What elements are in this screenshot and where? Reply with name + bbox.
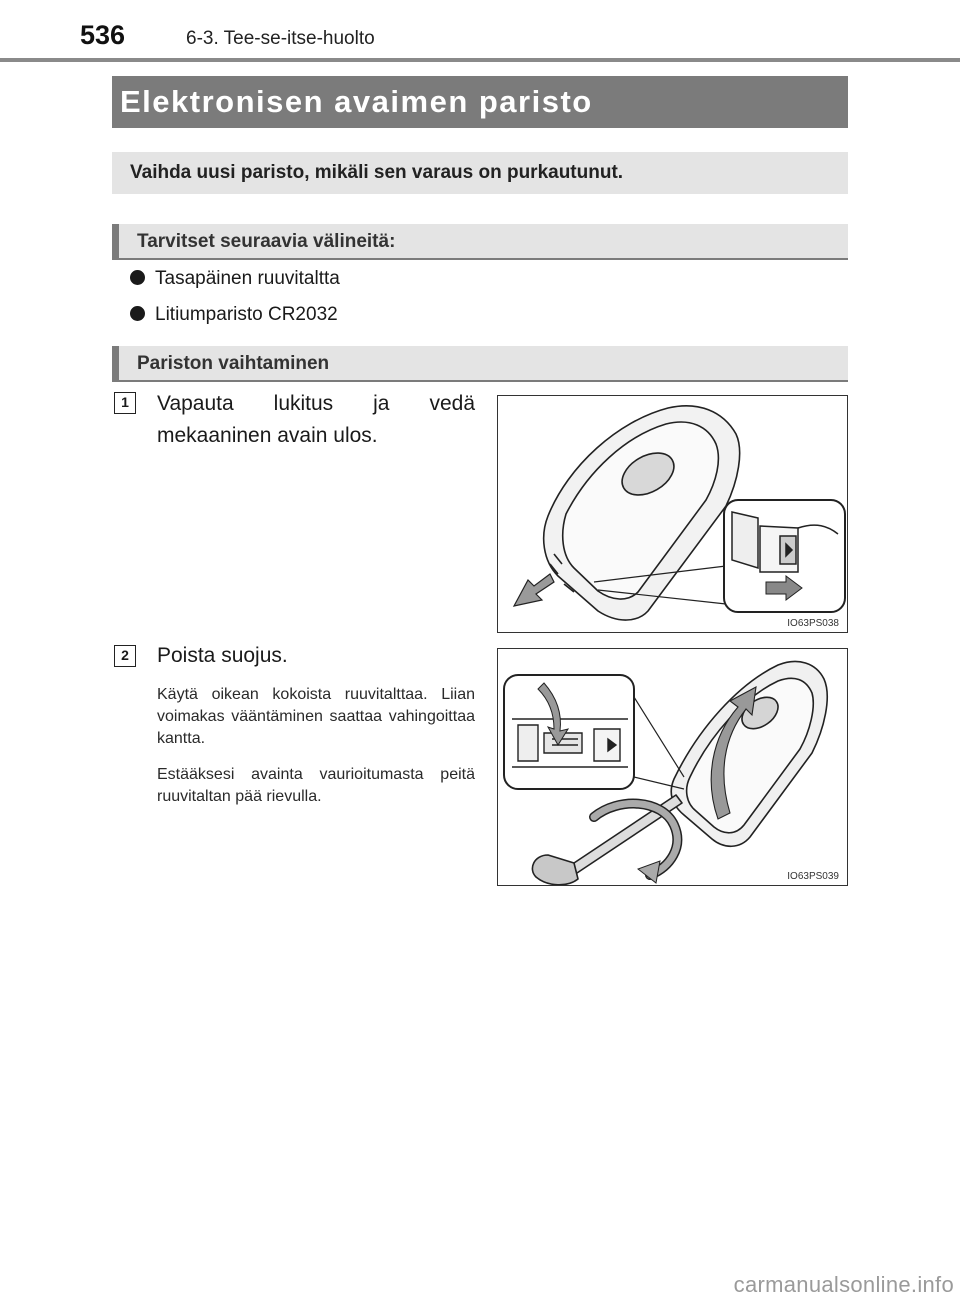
tool-item-screwdriver [130, 268, 340, 290]
replace-heading: Pariston vaihtaminen [112, 346, 848, 382]
step-1-text: Vapauta lukitus ja vedä mekaaninen avain ulos. [157, 392, 475, 447]
step-2-note-2: Estääksesi avainta vaurioitumasta peitä ruuvitaltan pää rievulla. [157, 766, 475, 805]
step-2-text: Poista suojus. [157, 644, 288, 667]
page-number: 536 [80, 20, 126, 50]
step-2-note-1: Käytä oikean kokoista ruuvitalttaa. Liian voimakas vääntäminen saattaa vahingoittaa kantta. [157, 686, 475, 747]
step-1-badge: 1 [114, 392, 136, 414]
tool-item-battery [130, 304, 338, 326]
page-title: Elektronisen avaimen paristo [112, 76, 848, 128]
figure-step-2 [497, 648, 848, 886]
watermark: carmanualsonline.info [733, 1272, 954, 1297]
figure-step-1 [497, 395, 848, 633]
figure-code: IO63PS038 [787, 618, 839, 629]
bullet-icon [130, 306, 145, 321]
figure-code: IO63PS039 [787, 871, 839, 882]
tools-heading: Tarvitset seuraavia välineitä: [112, 224, 848, 260]
tool-item-label: Litiumparisto CR2032 [155, 304, 338, 325]
section-reference: 6-3. Tee-se-itse-huolto [186, 28, 375, 49]
tool-item-label: Tasapäinen ruuvitaltta [155, 268, 340, 289]
step-2-badge: 2 [114, 645, 136, 667]
header-rule [0, 58, 960, 62]
intro-box: Vaihda uusi paristo, mikäli sen varaus on purkautunut. [112, 152, 848, 194]
bullet-icon [130, 270, 145, 285]
